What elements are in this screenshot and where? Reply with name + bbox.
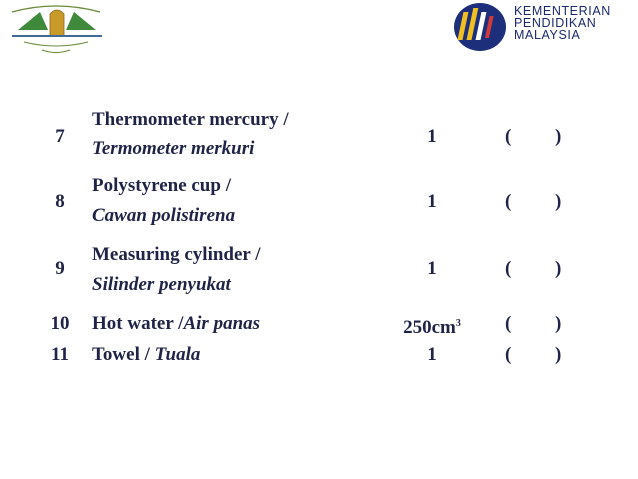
item-name: Towel / Tuala xyxy=(92,344,201,365)
ministry-name xyxy=(514,5,611,41)
item-quantity: 1 xyxy=(427,126,437,147)
checkbox-close-bracket: ) xyxy=(555,191,562,212)
checkbox-close-bracket: ) xyxy=(555,313,562,334)
checkbox-open-bracket: ( xyxy=(505,344,512,365)
checkbox-open-bracket: ( xyxy=(505,258,512,279)
checkbox-open-bracket: ( xyxy=(505,191,512,212)
ministry-name-line: KEMENTERIAN xyxy=(514,4,611,18)
item-name-english: Thermometer mercury / xyxy=(92,109,289,130)
item-name-english: Polystyrene cup / xyxy=(92,175,231,196)
item-name-malay: Termometer merkuri xyxy=(92,138,255,159)
ministry-logo xyxy=(452,0,638,54)
item-number: 9 xyxy=(55,258,65,279)
item-number: 8 xyxy=(55,191,65,212)
item-quantity: 1 xyxy=(427,191,437,212)
item-quantity: 1 xyxy=(427,344,437,365)
ministry-name-line: PENDIDIKAN xyxy=(514,16,597,30)
item-number: 11 xyxy=(51,344,69,365)
item-number: 7 xyxy=(55,126,65,147)
item-name-english: Measuring cylinder / xyxy=(92,244,261,265)
item-number: 10 xyxy=(50,313,70,334)
item-quantity: $250cm^3$ xyxy=(403,317,461,338)
checkbox-close-bracket: ) xyxy=(555,126,562,147)
organization-logo xyxy=(4,2,108,62)
checkbox-close-bracket: ) xyxy=(555,258,562,279)
item-name: Hot water /Air panas xyxy=(92,313,261,334)
checkbox-open-bracket: ( xyxy=(505,313,512,334)
ministry-name-line: MALAYSIA xyxy=(514,28,581,42)
item-quantity: 1 xyxy=(427,258,437,279)
checkbox-close-bracket: ) xyxy=(555,344,562,365)
checkbox-open-bracket: ( xyxy=(505,126,512,147)
item-name-malay: Cawan polistirena xyxy=(92,205,236,226)
item-name-malay: Silinder penyukat xyxy=(92,274,231,295)
